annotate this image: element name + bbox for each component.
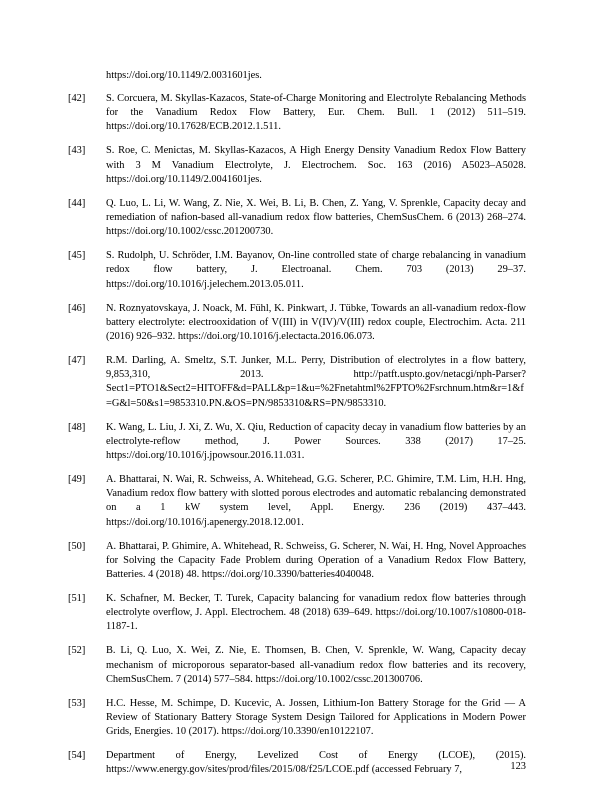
reference-item xyxy=(68,697,531,740)
reference-number: [42] xyxy=(68,93,86,104)
reference-text: Q. Luo, L. Li, W. Wang, Z. Nie, X. Wei, B. Li, B. Chen, Z. Yang, V. Sprenkle, Capacity decay and remediation of nafion-based all-vanadium redox flow batteries, ChemSusChem. 6 (2013) 268–274. https://doi.org/10.1002/cssc.201200730. xyxy=(106,197,526,238)
reference-number: [53] xyxy=(68,697,86,709)
reference-number: [48] xyxy=(68,421,86,433)
reference-text: R.M. Darling, A. Smeltz, S.T. Junker, M.L. Perry, Distribution of electrolytes in a flow battery, 9,853,310, 2013. http://patft.uspto.gov/netacgi/nph-Parser?Sect1=PTO1&Sect2=HITOFF&d=PALL&p=1&u=%2Fnetahtml%2FPTO%2Fsrchnum.htm&r=1&f=G&l=50&s1=9853310.PN.&OS=PN/9853310&RS=PN/9853310. xyxy=(106,355,526,409)
reference-number: [47] xyxy=(68,355,86,367)
reference-item xyxy=(68,473,531,530)
reference-number: [43] xyxy=(68,145,86,157)
reference-text: A. Bhattarai, N. Wai, R. Schweiss, A. Whitehead, G.G. Scherer, P.C. Ghimire, T.M. Lim, H.H. Hng, Vanadium redox flow battery with slotted porous electrodes and automatic rebalancing demonstrated on a 1 kW system level, Appl. Energy. 236 (2019) 437–443. https://doi.org/10.1016/j.apenergy.2018.12.001. xyxy=(106,474,526,528)
reference-number: [46] xyxy=(68,302,86,314)
reference-item xyxy=(68,540,531,583)
reference-number: [50] xyxy=(68,540,86,552)
reference-list xyxy=(68,92,531,787)
reference-number: [52] xyxy=(68,645,86,657)
reference-item xyxy=(68,749,531,777)
reference-text: A. Bhattarai, P. Ghimire, A. Whitehead, R. Schweiss, G. Scherer, N. Wai, H. Hng, Novel Approaches for Solving the Capacity Fade Problem during Operation of a Vanadium Redox Flow Battery, Batteries. 4 (2018) 48. https://doi.org/10.3390/batteries4040048. xyxy=(106,540,526,581)
reference-text: S. Corcuera, M. Skyllas-Kazacos, State-of-Charge Monitoring and Electrolyte Rebalancing Methods for the Vanadium Redox Flow Battery, Eur. Chem. Bull. 1 (2012) 511–519. https://doi.org/10.17628/ECB.2012.1.511. xyxy=(106,93,526,133)
reference-item xyxy=(68,354,531,411)
reference-item xyxy=(68,302,531,345)
reference-number: [49] xyxy=(68,474,86,486)
reference-number: [45] xyxy=(68,250,86,262)
reference-item xyxy=(68,197,531,240)
reference-item xyxy=(68,249,531,292)
reference-text: S. Rudolph, U. Schröder, I.M. Bayanov, On-line controlled state of charge rebalancing in vanadium redox flow battery, J. Electroanal. Chem. 703 (2013) 29–37. https://doi.org/10.1016/j.jelechem.2013.05.011. xyxy=(106,250,526,290)
reference-text: B. Li, Q. Luo, X. Wei, Z. Nie, E. Thomsen, B. Chen, V. Sprenkle, W. Wang, Capacity decay mechanism of microporous separator-based all-vanadium redox flow batteries and its recovery, ChemSusChem. 7 (2014) 577–584. https://doi.org/10.1002/cssc.201300706. xyxy=(106,645,526,685)
reference-number: [44] xyxy=(68,197,86,209)
reference-item xyxy=(68,144,531,187)
reference-item xyxy=(68,421,531,464)
reference-text: S. Roe, C. Menictas, M. Skyllas-Kazacos, A High Energy Density Vanadium Redox Flow Battery with 3 M Vanadium Electrolyte, J. Electrochem. Soc. 163 (2016) A5023–A5028. https://doi.org/10.1149/2.0041601jes. xyxy=(106,145,526,185)
reference-item xyxy=(68,92,531,135)
reference-number: [51] xyxy=(68,593,86,605)
reference-text: N. Roznyatovskaya, J. Noack, M. Fühl, K. Pinkwart, J. Tübke, Towards an all-vanadium redox-flow battery electrolyte: electrooxidation of V(III) in V(IV)/V(III) redox couple, Electrochim. Acta. 211 (2016) 926–932. https://doi.org/10.1016/j.electacta.2016.06.073. xyxy=(106,302,526,343)
reference-text: H.C. Hesse, M. Schimpe, D. Kucevic, A. Jossen, Lithium-Ion Battery Storage for the Grid — A Review of Stationary Battery Storage System Design Tailored for Applications in Modern Power Grids, Energies. 10 (2017). https://doi.org/10.3390/en10122107. xyxy=(106,697,526,738)
reference-number: [54] xyxy=(68,750,86,762)
reference-item xyxy=(68,644,531,687)
reference-text: Department of Energy, Levelized Cost of Energy (LCOE), (2015). https://www.energy.gov/sites/prod/files/2015/08/f25/LCOE.pdf (accessed February 7, xyxy=(106,750,526,776)
page-number: 123 xyxy=(510,761,526,772)
reference-text: K. Wang, L. Liu, J. Xi, Z. Wu, X. Qiu, Reduction of capacity decay in vanadium flow batteries by an electrolyte-reflow method, J. Power Sources. 338 (2017) 17–25. https://doi.org/10.1016/j.jpowsour.2016.11.031. xyxy=(106,421,526,462)
reference-text: K. Schafner, M. Becker, T. Turek, Capacity balancing for vanadium redox flow batteries through electrolyte overflow, J. Appl. Electrochem. 48 (2018) 639–649. https://doi.org/10.1007/s10800-018-1187-1. xyxy=(106,593,526,633)
reference-item xyxy=(68,592,531,635)
reference-continuation: https://doi.org/10.1149/2.0031601jes. xyxy=(106,70,262,81)
